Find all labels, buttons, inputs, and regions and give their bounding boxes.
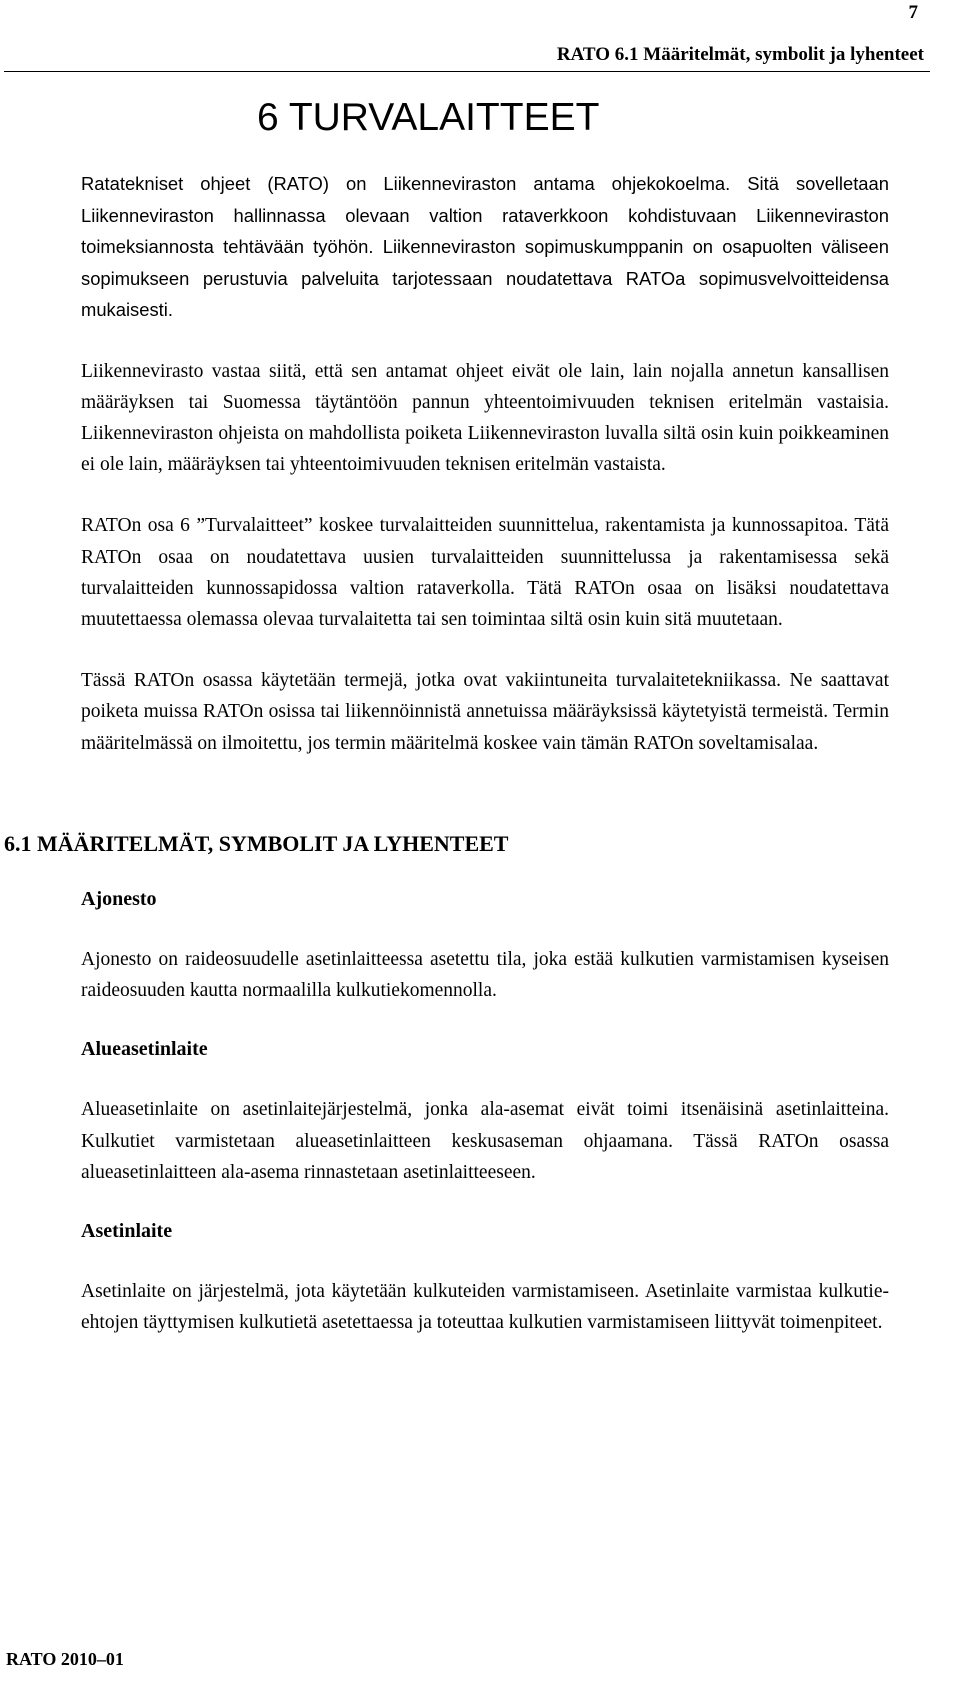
term-definition: Alueasetinlaite on asetinlaitejärjestelmä, jonka ala-asemat eivät toimi itsenäisinä asetinlaitteina. Kulkutiet varmistetaan alueasetinlaitteen keskusaseman ohjaamana. Tässä RATOn osassa alueasetinlaitteen ala-asema rinnastetaan asetinlaitteeseen. (81, 1099, 889, 1183)
intro-section (81, 168, 889, 759)
definitions-section (81, 888, 889, 1338)
term-heading: Alueasetinlaite (81, 1038, 208, 1061)
page-number: 7 (908, 2, 918, 23)
intro-paragraph: Tässä RATOn osassa käytetään termejä, jotka ovat vakiintuneita turvalaitetekniikassa. Ne saattavat poiketa muissa RATOn osissa tai liikennöinnistä annetuissa määräyksissä käytetyistä termeistä. Termin määritelmässä on ilmoitettu, jos termin määritelmä koskee vain tämän RATOn soveltamisalaa. (81, 670, 889, 754)
definition-entry (81, 1220, 889, 1338)
definition-entry (81, 888, 889, 1006)
term-definition: Asetinlaite on järjestelmä, jota käytetään kulkuteiden varmistamiseen. Asetinlaite varmistaa kulkutie-ehtojen täyttymisen kulkutietä asetettaessa ja toteuttaa kulkutien varmistamiseen liittyvät toimenpiteet. (81, 1281, 889, 1334)
section-heading: 6.1 MÄÄRITELMÄT, SYMBOLIT JA LYHENTEET (4, 831, 509, 856)
intro-paragraph: Ratatekniset ohjeet (RATO) on Liikenneviraston antama ohjekokoelma. Sitä sovelletaan Liikenneviraston hallinnassa olevaan valtion rataverkkoon kohdistuvaan Liikenneviraston toimeksiannosta tehtävään työhön. Liikenneviraston sopimuskumppanin on osapuolten väliseen sopimukseen perustuvia palveluita tarjotessaan noudatettava RATOa sopimusvelvoitteidensa mukaisesti. (81, 173, 889, 320)
term-definition: Ajonesto on raideosuudelle asetinlaitteessa asetettu tila, joka estää kulkutien varmistamisen kyseisen raideosuuden kautta normaalilla kulkutiekomennolla. (81, 949, 889, 1002)
term-heading: Ajonesto (81, 888, 157, 910)
definition-entry (81, 1038, 889, 1188)
term-heading: Asetinlaite (81, 1220, 173, 1243)
footer: RATO 2010–01 (6, 1649, 124, 1669)
running-header (4, 30, 930, 72)
chapter-title: 6 TURVALAITTEET (257, 96, 600, 139)
running-title: RATO 6.1 Määritelmät, symbolit ja lyhenteet (556, 44, 924, 65)
intro-paragraph: RATOn osa 6 ”Turvalaitteet” koskee turvalaitteiden suunnittelua, rakentamista ja kunnossapitoa. Tätä RATOn osaa on noudatettava uusien turvalaitteiden suunnittelussa ja rakentamisessa sekä turvalaitteiden kunnossapidossa valtion rataverkolla. Tätä RATOn osaa on lisäksi noudatettava muutettaessa olemassa olevaa turvalaitetta tai sen toimintaa siltä osin kuin sitä muutetaan. (81, 515, 889, 630)
intro-paragraph: Liikennevirasto vastaa siitä, että sen antamat ohjeet eivät ole lain, lain nojalla annetun kansallisen määräyksen tai Suomessa täytäntöön pannun yhteentoimivuuden teknisen eritelmän vastaisia. Liikenneviraston ohjeista on mahdollista poiketa Liikenneviraston luvalla siltä osin kuin poikkeaminen ei ole lain, määräyksen tai yhteentoimivuuden teknisen eritelmän vastaista. (81, 360, 889, 476)
